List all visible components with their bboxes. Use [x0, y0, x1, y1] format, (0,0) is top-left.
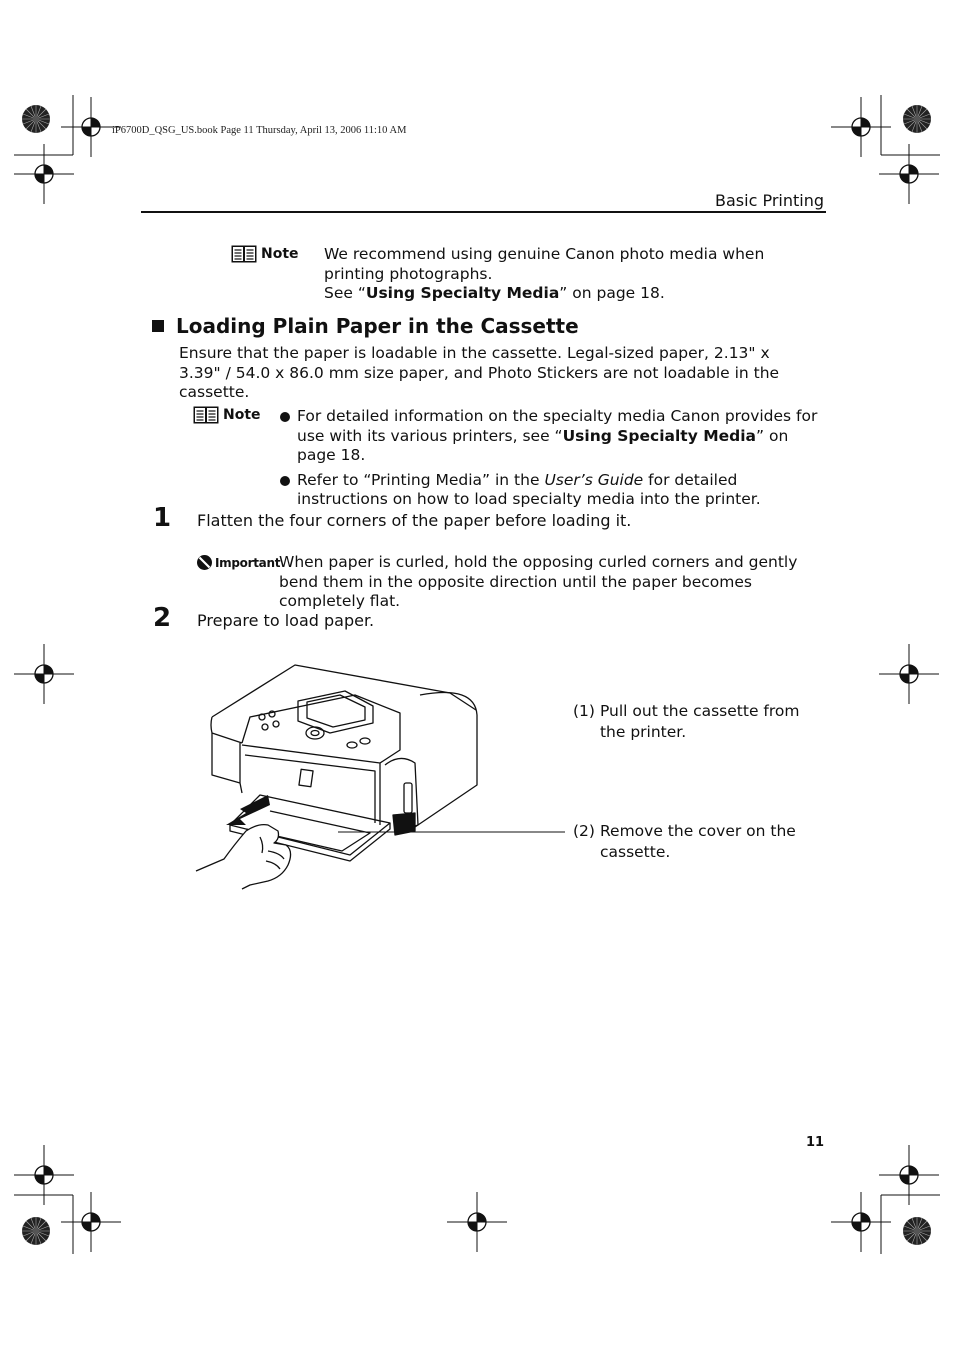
registration-mark-icon — [447, 1192, 507, 1252]
step-number: 1 — [153, 503, 172, 533]
section-title — [152, 314, 579, 338]
registration-mark-icon — [879, 1145, 939, 1205]
registration-mark-icon — [831, 1192, 891, 1252]
important-label — [196, 554, 280, 571]
list-item: Refer to “Printing Media” in the User’s Guide for detailed instructions on how to load specialty media into the printer. — [279, 471, 824, 510]
registration-star-icon — [22, 105, 50, 133]
note-line: We recommend using genuine Canon photo media when printing photographs. — [324, 245, 765, 283]
step-number: 2 — [153, 603, 172, 633]
registration-mark-icon — [14, 1145, 74, 1205]
callout-1 — [573, 701, 813, 743]
important-icon — [196, 554, 213, 571]
callout-text: Remove the cover on the cassette. — [599, 822, 796, 861]
see-reference: See “Using Specialty Media” on page 18. — [324, 284, 665, 302]
book-header: iP6700D_QSG_US.book Page 11 Thursday, April 13, 2006 11:10 AM — [112, 125, 407, 136]
header-rule — [141, 211, 826, 213]
printer-cassette-illustration — [190, 655, 570, 895]
registration-mark-icon — [61, 1192, 121, 1252]
list-item: For detailed information on the specialty media Canon provides for use with its various printers, see “Using Specialty Media” on page 18. — [279, 407, 824, 466]
important-label-text: Important — [215, 555, 281, 570]
section-title-text: Loading Plain Paper in the Cassette — [176, 314, 579, 338]
registration-mark-icon — [831, 97, 891, 157]
square-bullet-icon — [152, 320, 164, 332]
note-label-text: Note — [223, 407, 261, 423]
callout-number: (2) — [573, 822, 595, 840]
callout-text: Pull out the cassette from the printer. — [599, 702, 800, 741]
section-intro: Ensure that the paper is loadable in the cassette. Legal-sized paper, 2.13" x 3.39" / 54.0 x 86.0 mm size paper, and Photo Stickers are not loadable in the cassette. — [179, 344, 780, 401]
callout-number: (1) — [573, 702, 595, 720]
registration-mark-icon — [879, 144, 939, 204]
specialty-media-link[interactable]: Using Specialty Media — [562, 426, 757, 445]
important-text: When paper is curled, hold the opposing curled corners and gently bend them in the opposite direction until the paper becomes completely flat. — [279, 553, 798, 610]
callout-2 — [573, 821, 813, 863]
registration-star-icon — [903, 105, 931, 133]
note-bullet-list — [279, 407, 824, 515]
specialty-media-link[interactable]: Using Specialty Media — [365, 284, 560, 302]
step-text: Prepare to load paper. — [197, 611, 375, 630]
registration-mark-icon — [14, 144, 74, 204]
registration-mark-icon — [879, 644, 939, 704]
note-text — [324, 245, 824, 304]
section-header: Basic Printing — [715, 191, 824, 210]
note-label — [193, 406, 261, 424]
users-guide-title: User’s Guide — [544, 470, 644, 489]
note-label — [231, 245, 299, 263]
note-label-text: Note — [261, 246, 299, 262]
registration-mark-icon — [14, 644, 74, 704]
registration-star-icon — [903, 1217, 931, 1245]
registration-star-icon — [22, 1217, 50, 1245]
book-note-icon — [231, 245, 257, 263]
step-text: Flatten the four corners of the paper before loading it. — [197, 511, 632, 530]
page-number: 11 — [806, 1135, 825, 1150]
book-note-icon — [193, 406, 219, 424]
